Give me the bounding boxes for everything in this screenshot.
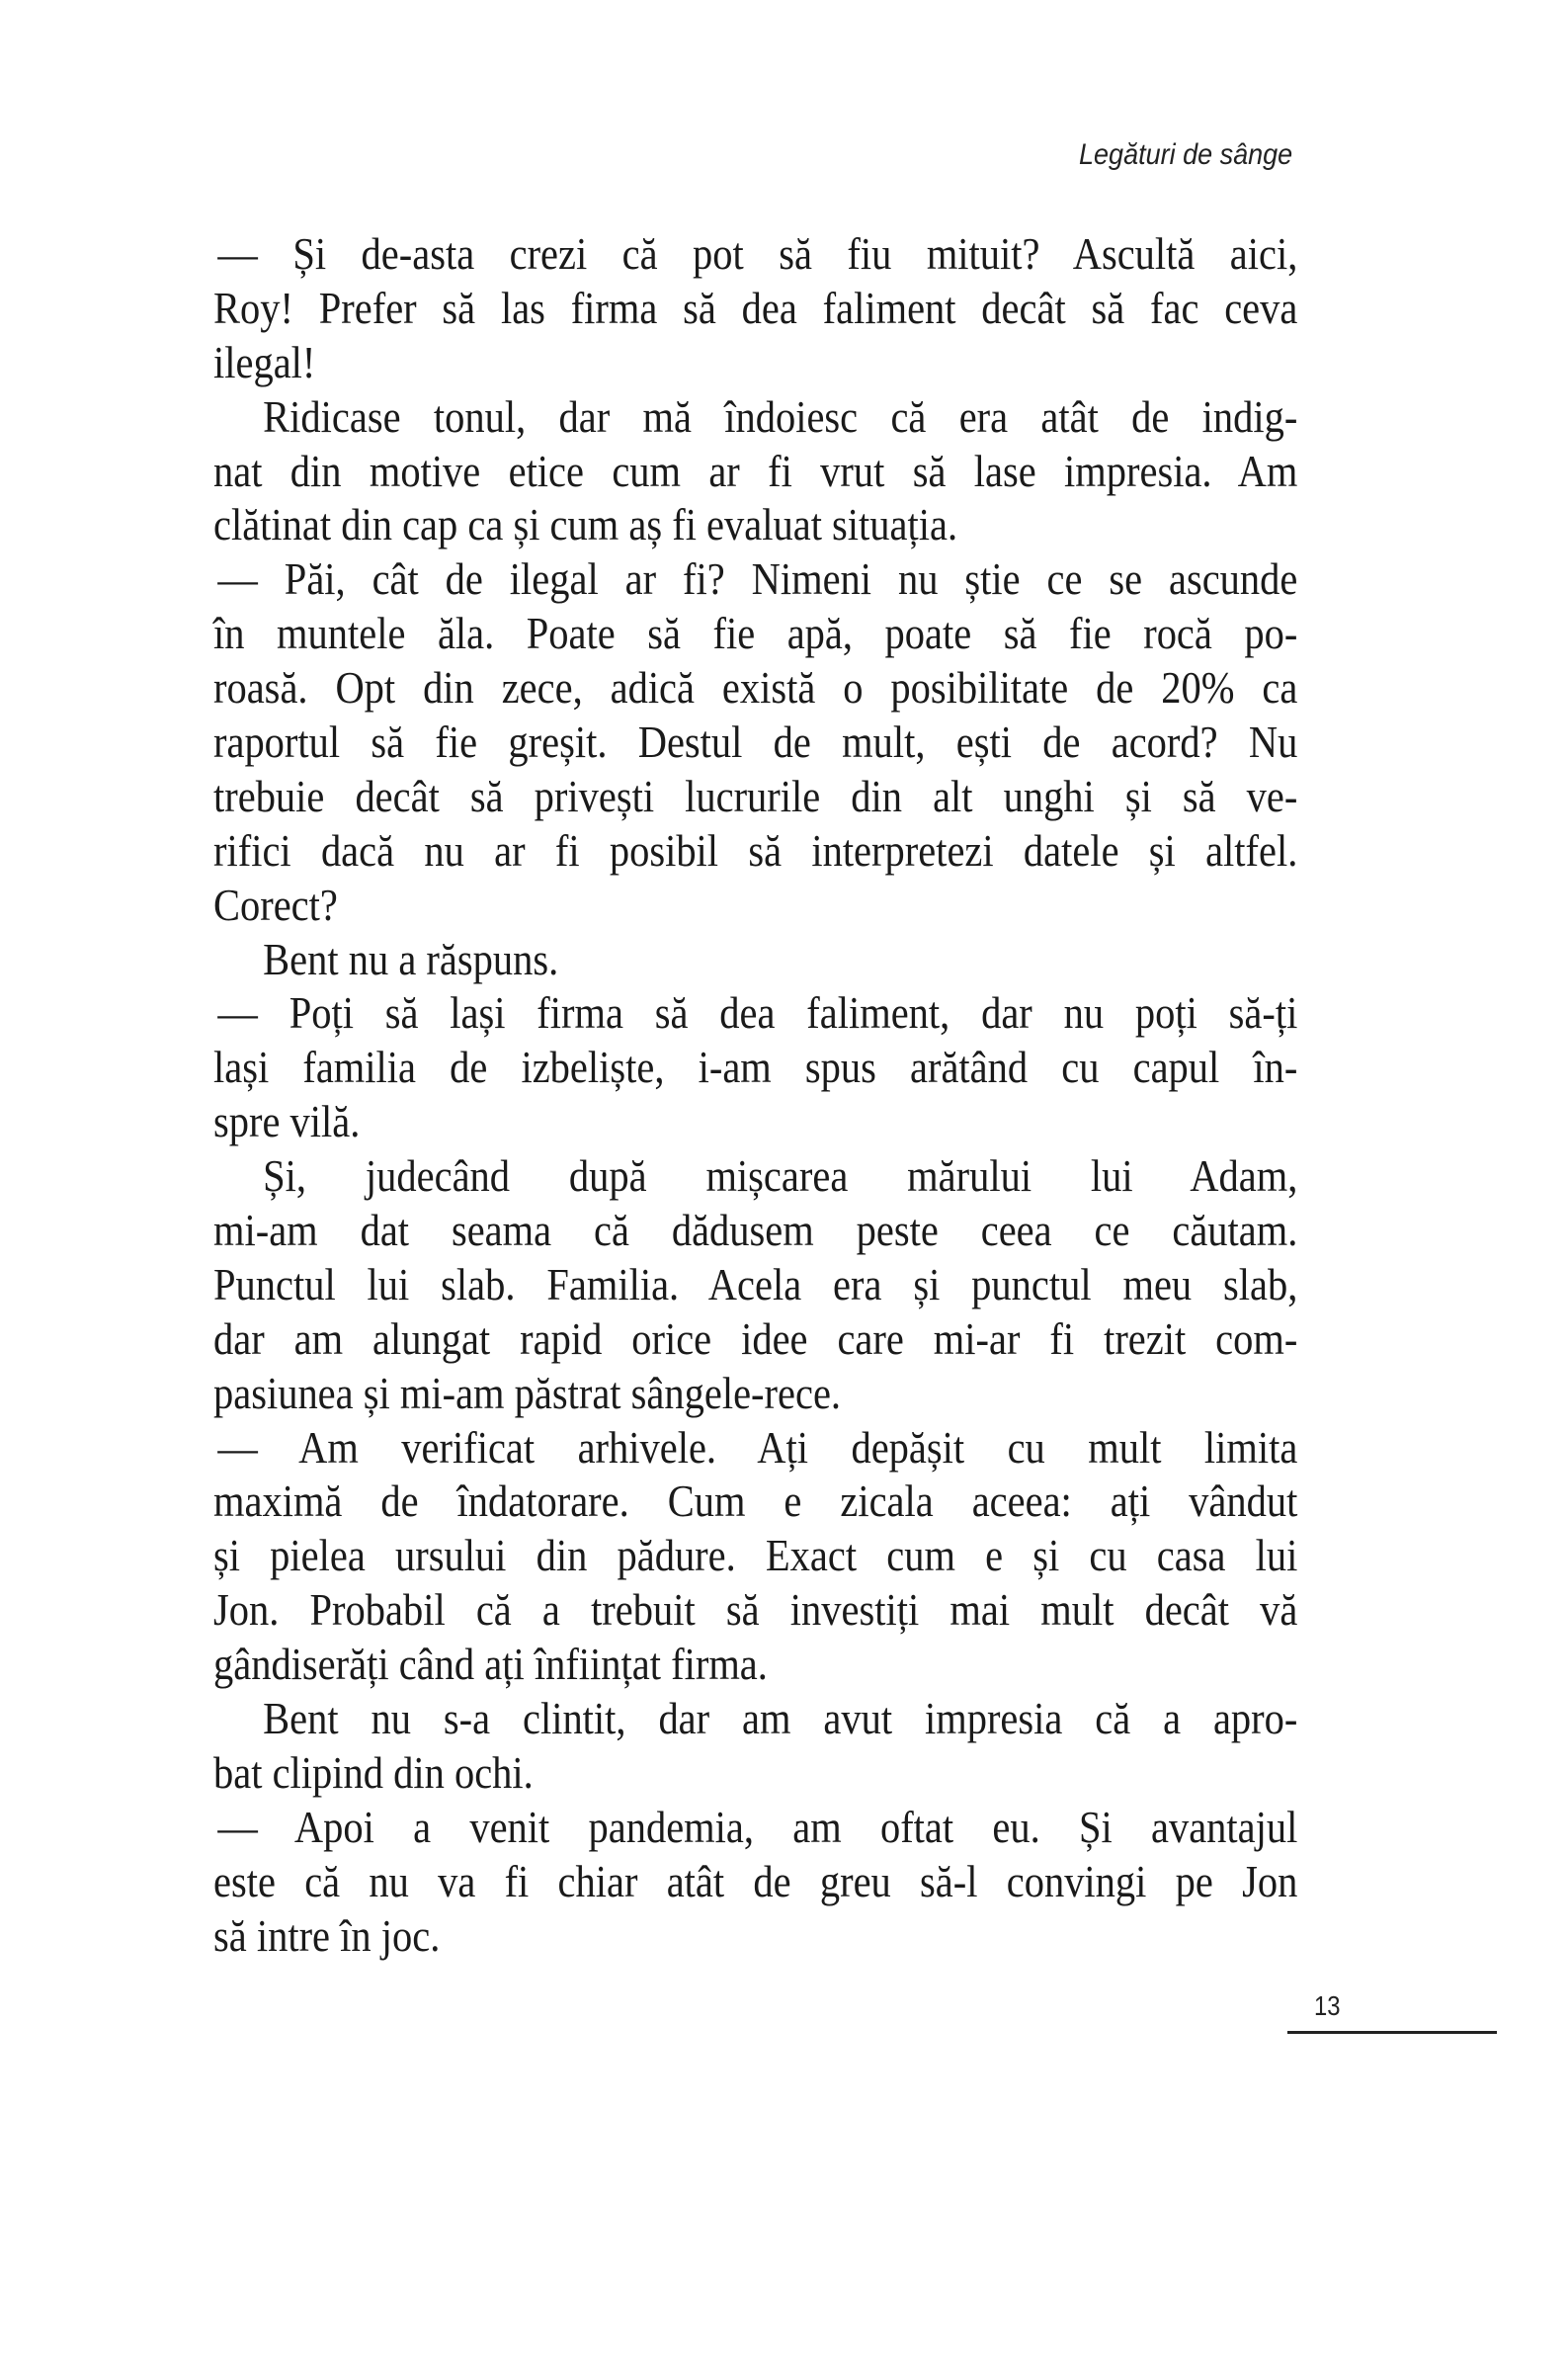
- running-head: Legături de sânge: [1078, 138, 1292, 171]
- text-line: Bent nu a răspuns.: [263, 933, 559, 984]
- text-line: maximă de îndatorare. Cum e zicala aceea: ați vândut: [213, 1476, 1298, 1527]
- dialogue-paragraph: [213, 552, 1297, 932]
- text-line: lași familia de izbeliște, i-am spus arătând cu capul în-: [213, 1042, 1298, 1093]
- dialogue-paragraph: [213, 1421, 1297, 1692]
- text-line: dar am alungat rapid orice idee care mi-ar fi trezit com-: [213, 1312, 1298, 1364]
- page-number-rule: [1287, 2031, 1497, 2034]
- text-line: spre vilă.: [213, 1096, 361, 1147]
- text-line: roasă. Opt din zece, adică există o posibilitate de 20% ca: [213, 662, 1298, 714]
- text-line: ilegal!: [213, 336, 316, 387]
- text-line: este că nu va fi chiar atât de greu să-l convingi pe Jon: [213, 1855, 1298, 1906]
- text-line: — Apoi a venit pandemia, am oftat eu. Și avantajul: [217, 1801, 1298, 1852]
- text-line: mi-am dat seama că dădusem peste ceea ce căutam.: [213, 1205, 1298, 1256]
- narrative-paragraph: [213, 933, 1297, 987]
- text-line: rifici dacă nu ar fi posibil să interpretezi datele și altfel.: [213, 824, 1298, 876]
- text-line: trebuie decât să privești lucrurile din alt unghi și să ve-: [213, 770, 1298, 821]
- text-line: — Păi, cât de ilegal ar fi? Nimeni nu știe ce se ascunde: [217, 553, 1298, 605]
- text-line: raportul să fie greșit. Destul de mult, ești de acord? Nu: [213, 717, 1298, 768]
- text-line: în muntele ăla. Poate să fie apă, poate să fie rocă po-: [213, 608, 1298, 659]
- text-line: Punctul lui slab. Familia. Acela era și punctul meu slab,: [213, 1258, 1298, 1309]
- dialogue-paragraph: [213, 986, 1297, 1149]
- narrative-paragraph: [213, 390, 1297, 553]
- text-line: Și, judecând după mișcarea mărului lui Adam,: [263, 1150, 1298, 1202]
- text-line: Roy! Prefer să las firma să dea faliment decât să fac ceva: [213, 282, 1298, 333]
- body-text: [213, 227, 1297, 1964]
- text-line: Ridicase tonul, dar mă îndoiesc că era atât de indig-: [263, 390, 1298, 442]
- text-line: Bent nu s-a clintit, dar am avut impresia că a apro-: [263, 1693, 1298, 1744]
- text-line: — Și de-asta crezi că pot să fiu mituit? Ascultă aici,: [217, 228, 1298, 279]
- text-line: să intre în joc.: [213, 1909, 441, 1961]
- text-line: clătinat din cap ca și cum aș fi evaluat situația.: [213, 499, 958, 550]
- narrative-paragraph: [213, 1149, 1297, 1420]
- dialogue-paragraph: [213, 1801, 1297, 1964]
- text-line: — Am verificat arhivele. Ați depășit cu mult limita: [217, 1421, 1298, 1473]
- text-line: gândiserăți când ați înființat firma.: [213, 1639, 768, 1690]
- text-line: — Poți să lași firma să dea faliment, dar nu poți să-ți: [217, 987, 1298, 1039]
- page-number: 13: [1314, 1990, 1341, 2021]
- text-line: Corect?: [213, 879, 338, 930]
- text-line: bat clipind din ochi.: [213, 1746, 534, 1798]
- dialogue-paragraph: [213, 227, 1297, 390]
- text-line: Jon. Probabil că a trebuit să investiți mai mult decât vă: [213, 1584, 1298, 1636]
- text-line: pasiunea și mi-am păstrat sângele-rece.: [213, 1367, 842, 1418]
- text-line: nat din motive etice cum ar fi vrut să lase impresia. Am: [213, 445, 1298, 496]
- text-line: și pielea ursului din pădure. Exact cum e și cu casa lui: [213, 1530, 1298, 1581]
- narrative-paragraph: [213, 1692, 1297, 1801]
